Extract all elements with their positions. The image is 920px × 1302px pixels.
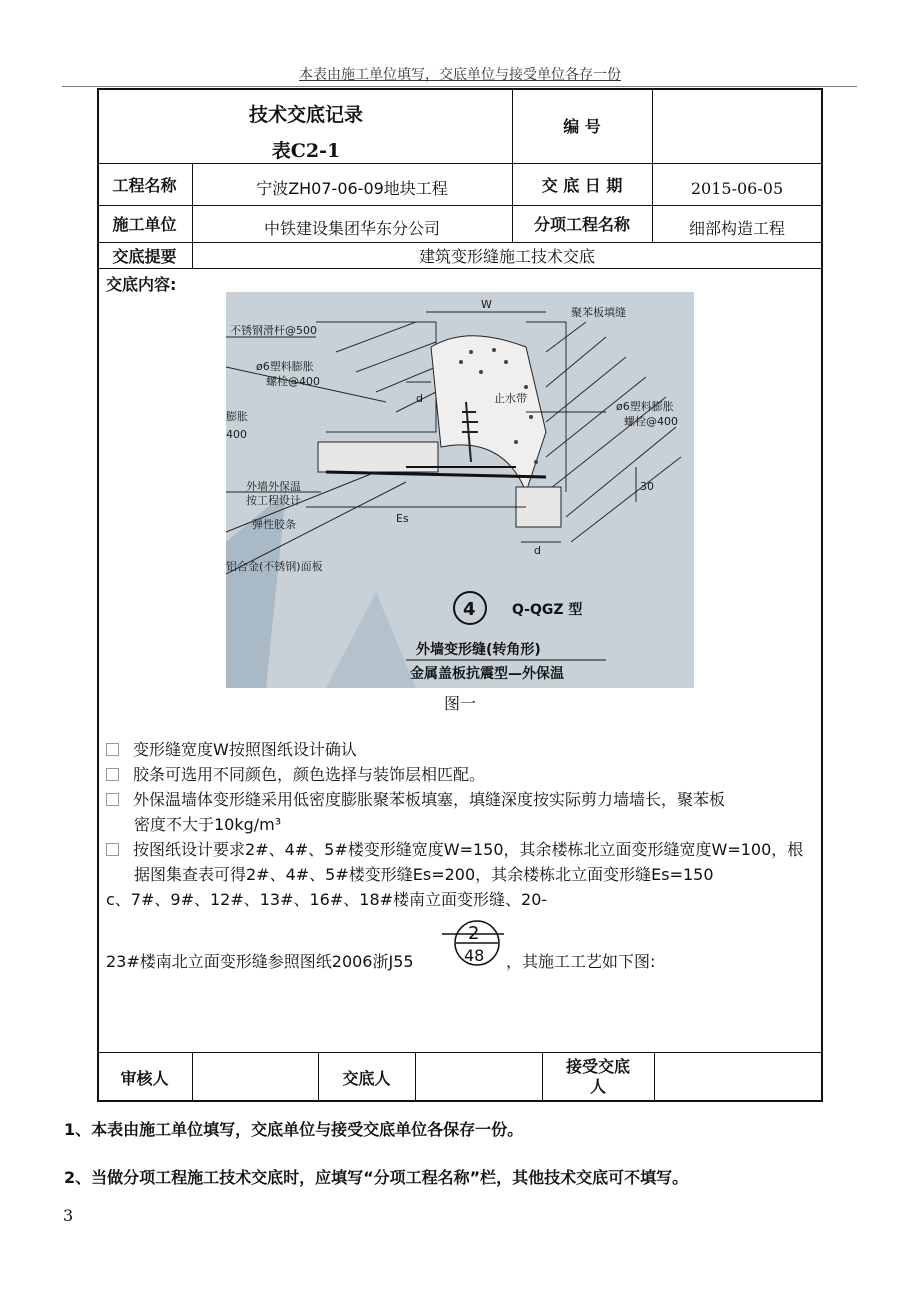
checkbox-icon: [106, 843, 119, 856]
form-code: 表C2-1: [271, 140, 341, 162]
reviewer-label: 审核人: [120, 1068, 169, 1088]
ref-top: 2: [468, 923, 480, 944]
label-insul-1: 外墙外保温: [246, 480, 301, 493]
page-number: 3: [63, 1206, 74, 1225]
label-elastic: 弹性胶条: [252, 518, 296, 531]
contractor-value: 中铁建设集团华东分公司: [263, 219, 440, 238]
content-line: 23#楼南北立面变形缝参照图纸2006浙J55: [106, 952, 414, 971]
label-rail: 不锈钢滑杆@500: [230, 324, 317, 337]
content-label: 交底内容:: [106, 275, 177, 294]
list-item: 按图纸设计要求2#、4#、5#楼变形缝宽度W=150，其余楼栋北立面变形缝宽度W=100，根: [106, 838, 803, 862]
label-es: Es: [396, 512, 409, 525]
label-d-top: d: [416, 392, 423, 405]
header-note: 本表由施工单位填写，交底单位与接受单位各存一份: [299, 67, 621, 83]
contractor-label: 施工单位: [112, 215, 177, 234]
checkbox-icon: [106, 743, 119, 756]
project-value: 宁波ZH07-06-09地块工程: [256, 178, 448, 198]
date-value: 2015-06-05: [690, 178, 784, 198]
footnote-1: 1、本表由施工单位填写，交底单位与接受交底单位各保存一份。: [64, 1120, 524, 1139]
detail-reference-symbol: [440, 912, 506, 974]
col-line: [415, 1052, 416, 1102]
receiver-label: 接受交底 人: [565, 1057, 630, 1096]
label-bolt-left-1: ø6塑料膨胀: [256, 360, 314, 373]
subitem-value: 细部构造工程: [688, 219, 785, 238]
ref-bottom: 48: [464, 946, 485, 965]
list-item: 胶条可选用不同颜色，颜色选择与装饰层相匹配。: [106, 763, 485, 787]
content-line: ，其施工工艺如下图:: [506, 952, 656, 971]
row-line: [97, 1052, 823, 1053]
checkbox-icon: [106, 793, 119, 806]
label-num: 4: [463, 599, 476, 620]
subitem-label: 分项工程名称: [533, 215, 630, 234]
label-bolt-left-2: 螺栓@400: [266, 375, 320, 388]
number-label: 编 号: [563, 117, 601, 136]
label-w: W: [481, 298, 492, 311]
row-line: [97, 268, 823, 269]
figure-caption: 图一: [443, 694, 476, 713]
list-item-cont: 密度不大于10kg/m³: [134, 815, 282, 834]
label-panel: 铝合金(不锈钢)面板: [226, 560, 323, 573]
label-name2: 金属盖板抗震型—外保温: [410, 666, 564, 682]
label-insul-2: 按工程设计: [246, 494, 301, 507]
col-line: [192, 1052, 193, 1102]
header-rule: [62, 86, 857, 87]
expansion-joint-figure: [226, 292, 694, 688]
label-swell-2: 400: [226, 428, 247, 441]
list-item: 外保温墙体变形缝采用低密度膨胀聚苯板填塞，填缝深度按实际剪力墙墙长，聚苯板: [106, 788, 725, 812]
list-item: 变形缝宽度W按照图纸设计确认: [106, 738, 357, 762]
form-title: 技术交底记录: [248, 104, 363, 126]
label-waterstop: 止水带: [494, 392, 527, 405]
label-filler: 聚苯板填缝: [571, 306, 626, 319]
checkbox-icon: [106, 768, 119, 781]
label-bolt-right-1: ø6塑料膨胀: [616, 400, 674, 413]
footnote-2: 2、当做分项工程施工技术交底时，应填写“分项工程名称”栏，其他技术交底可不填写。: [64, 1168, 689, 1187]
label-d-bottom: d: [534, 544, 541, 557]
col-line: [654, 1052, 655, 1102]
summary-value: 建筑变形缝施工技术交底: [418, 246, 595, 266]
list-item-cont: 据图集查表可得2#、4#、5#楼变形缝Es=200，其余楼栋北立面变形缝Es=150: [134, 865, 714, 884]
number-value: [652, 88, 822, 163]
label-dim30: 30: [640, 480, 654, 493]
project-label: 工程名称: [112, 175, 177, 195]
label-swell-1: 膨胀: [226, 410, 248, 423]
label-bolt-right-2: 螺栓@400: [624, 415, 678, 428]
discloser-label: 交底人: [342, 1068, 391, 1088]
summary-label: 交底提要: [112, 246, 177, 266]
label-name1: 外墙变形缝(转角形): [416, 642, 541, 658]
content-line: c、7#、9#、12#、13#、16#、18#楼南立面变形缝、20-: [106, 890, 548, 909]
date-label: 交 底 日 期: [541, 175, 623, 195]
label-type: Q-QGZ 型: [512, 602, 583, 618]
